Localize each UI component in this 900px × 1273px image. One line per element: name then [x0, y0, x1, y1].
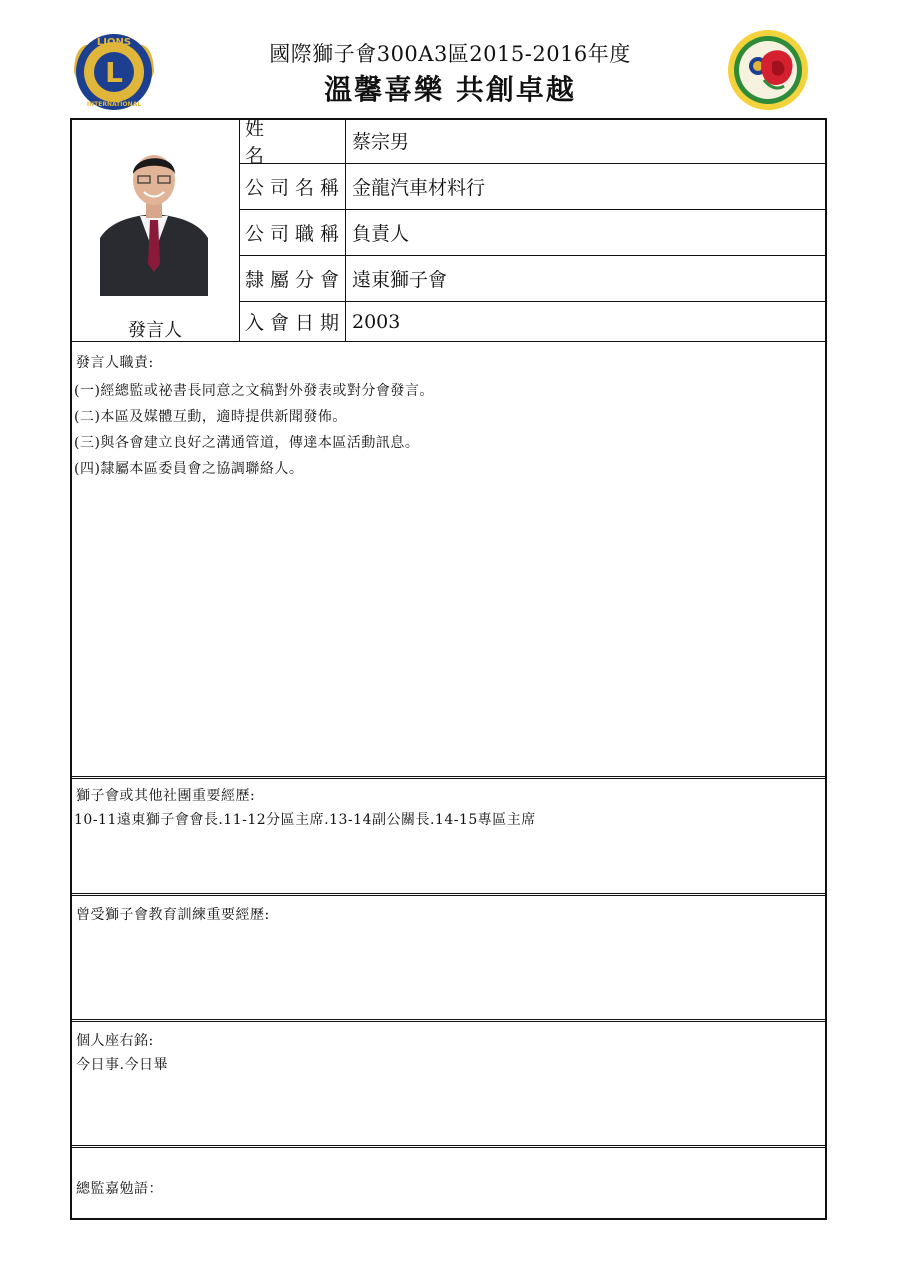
info-label: [240, 164, 346, 209]
duty-item: (二)本區及媒體互動，適時提供新聞發佈。: [74, 409, 347, 425]
info-value-title: 負責人: [352, 223, 410, 245]
info-label: [240, 256, 346, 301]
info-label: [240, 302, 346, 341]
label-title: 公司職稱: [245, 223, 346, 245]
info-row-name: [240, 117, 827, 167]
duty-item: (三)與各會建立良好之溝通管道，傳達本區活動訊息。: [74, 435, 420, 451]
label-name: 姓名: [245, 117, 315, 167]
info-value-company: 金龍汽車材料行: [352, 177, 486, 199]
training-heading: 曾受獅子會教育訓練重要經歷:: [76, 907, 270, 923]
photo-caption: 發言人: [128, 320, 182, 341]
experience-text: 10-11遠東獅子會會長.11-12分區主席.13-14副公關長.14-15專區主席: [74, 812, 536, 828]
document-title-slogan: 溫馨喜樂 共創卓越: [324, 73, 576, 106]
info-row-company: [240, 164, 827, 210]
duties-heading: 發言人職責:: [76, 355, 154, 371]
info-value-name: 蔡宗男: [352, 131, 410, 153]
duty-item: (四)隸屬本區委員會之協調聯絡人。: [74, 461, 304, 477]
label-company: 公司名稱: [245, 177, 346, 199]
label-club: 隸屬分會: [245, 269, 346, 291]
svg-text:INTERNATIONAL: INTERNATIONAL: [86, 101, 142, 108]
info-row-title: [240, 210, 827, 256]
info-label: [240, 210, 346, 255]
document-title-line1: 國際獅子會300A3區2015-2016年度: [269, 42, 631, 66]
info-value-club: 遠東獅子會: [352, 269, 448, 291]
duty-item: (一)經總監或祕書長同意之文稿對外發表或對分會發言。: [74, 383, 434, 399]
motto-text: 今日事.今日畢: [76, 1057, 168, 1073]
page-header: [0, 0, 900, 118]
svg-text:LIONS: LIONS: [96, 37, 132, 48]
governor-heading: 總監嘉勉語：: [76, 1181, 163, 1197]
district-rose-emblem: [726, 28, 810, 112]
spokesperson-photo: [100, 146, 208, 296]
info-value-join-date: 2003: [352, 310, 401, 333]
motto-section: [70, 1019, 827, 1147]
svg-text:L: L: [105, 56, 123, 89]
label-join-date: 入會日期: [245, 312, 346, 334]
governor-section: [70, 1145, 827, 1220]
info-label: [240, 117, 346, 167]
info-row-club: [240, 256, 827, 302]
training-section: [70, 893, 827, 1021]
experience-section: [70, 776, 827, 895]
lions-international-logo: [68, 28, 160, 116]
duties-section: [70, 341, 827, 778]
experience-heading: 獅子會或其他社團重要經歷:: [76, 788, 256, 804]
info-row-join-date: [240, 302, 827, 342]
motto-heading: 個人座右銘:: [76, 1033, 154, 1049]
